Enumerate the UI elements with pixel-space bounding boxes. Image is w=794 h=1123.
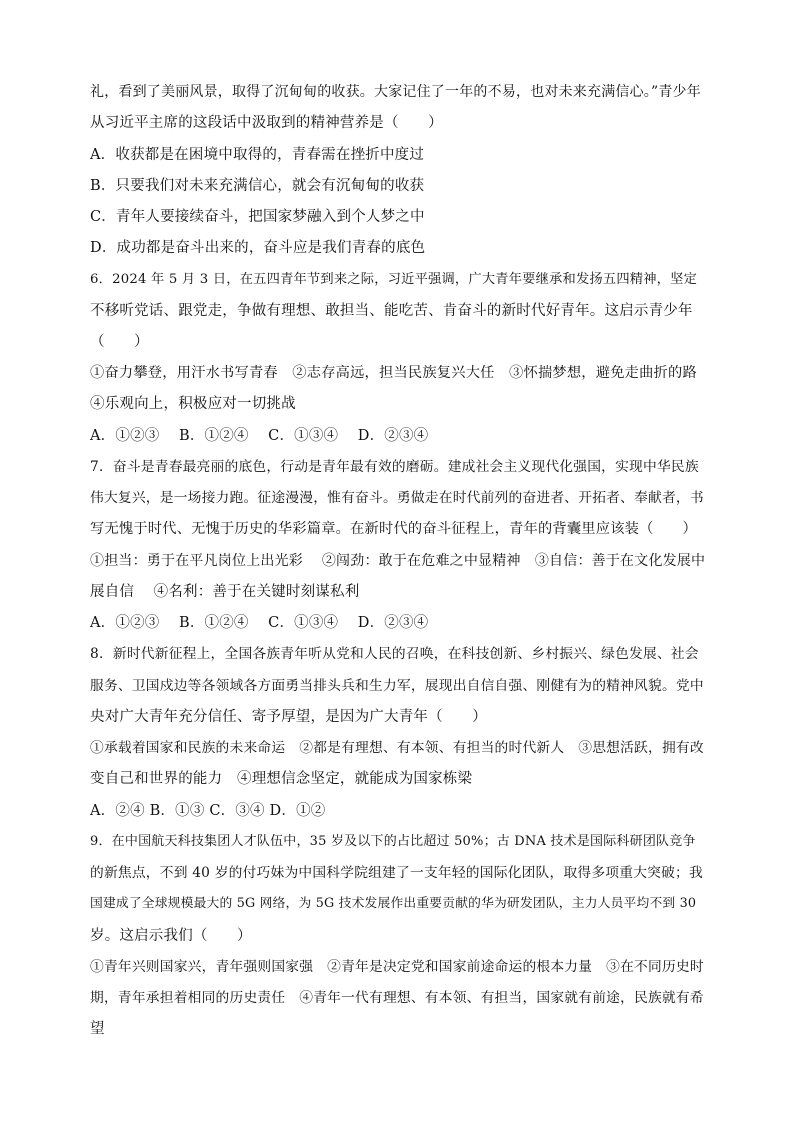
question-9-stem-line-3: 国建成了全球规模最大的 5G 网络，为 5G 技术发展作出重要贡献的华为研发团队，主力人员平均不到 30 (90, 896, 697, 911)
question-9-stem-line-4: 岁。这启示我们（ ） (90, 928, 252, 944)
question-8-statements-line-2: 变自己和世界的能力 ④理想信念坚定，就能成为国家栋梁 (90, 771, 473, 787)
question-6-statements-line-2: ④乐观向上，积极应对一切挑战 (90, 396, 296, 412)
question-8-stem-line-3: 央对广大青年充分信任、寄予厚望，是因为广大青年（ ） (90, 709, 487, 725)
question-9-stem-line-2: 的新焦点，不到 40 岁的付巧妹为中国科学院组建了一支年轻的国际化团队，取得多项重大突破；我 (90, 865, 703, 881)
question-5-stem-line-2: 从习近平主席的这段话中汲取到的精神营养是（ ） (90, 115, 443, 131)
question-9-statements-line-2: 期，青年承担着相同的历史责任 ④青年一代有理想、有本领、有担当，国家就有前途，民族就有希 (90, 990, 704, 1006)
question-7-statements-line-1: ①担当：勇于在平凡岗位上出光彩 ②闯劲：敢于在危难之中显精神 ③自信：善于在文化发展中 (90, 553, 706, 569)
question-7-statements-line-2: 展自信 ④名利：善于在关键时刻谋私利 (90, 584, 360, 600)
question-6-stem-line-2: 不移听党话、跟党走，争做有理想、敢担当、能吃苦、肯奋斗的新时代好青年。这启示青少年 (90, 303, 693, 319)
question-5-option-a: A．收获都是在困境中取得的，青春需在挫折中度过 (90, 147, 425, 163)
question-7-stem-line-1: 7．奋斗是青春最亮丽的底色，行动是青年最有效的磨砺。建成社会主义现代化强国，实现中华民族 (90, 459, 699, 475)
question-8-statements-line-1: ①承载着国家和民族的未来命运 ②都是有理想、有本领、有担当的时代新人 ③思想活跃，拥有改 (90, 740, 704, 756)
question-8-stem-line-1: 8．新时代新征程上，全国各族青年听从党和人民的召唤，在科技创新、乡村振兴、绿色发展、社会 (90, 646, 699, 662)
question-7-answer-options: A．①②③ B．①②④ C．①③④ D．②③④ (90, 615, 429, 631)
question-9-statements-line-3: 望 (90, 1021, 105, 1037)
question-6-stem-line-3: （ ） (90, 334, 149, 350)
question-7-stem-line-3: 写无愧于时代、无愧于历史的华彩篇章。在新时代的奋斗征程上，青年的背囊里应该装（ ） (90, 521, 697, 537)
question-6-statements-line-1: ①奋力攀登，用汗水书写青春 ②志存高远，担当民族复兴大任 ③怀揣梦想，避免走曲折的路 (90, 365, 697, 381)
question-5-stem-line-1: 礼，看到了美丽风景，取得了沉甸甸的收获。大家记住了一年的不易，也对未来充满信心。”青少年 (90, 84, 701, 100)
question-5-option-d: D．成功都是奋斗出来的，奋斗应是我们青春的底色 (90, 240, 426, 256)
question-8-stem-line-2: 服务、卫国戍边等各领域各方面勇当排头兵和生力军，展现出自信自强、刚健有为的精神风貌。党中 (90, 678, 704, 694)
question-7-stem-line-2: 伟大复兴，是一场接力跑。征途漫漫，惟有奋斗。勇做走在时代前列的奋进者、开拓者、奉献者，书 (90, 490, 704, 506)
question-5-option-b: B．只要我们对未来充满信心，就会有沉甸甸的收获 (90, 178, 425, 194)
question-8-answer-options: A．②④ B．①③ C．③④ D．①② (90, 803, 326, 819)
question-9-stem-line-1: 9．在中国航天科技集团人才队伍中，35 岁及以下的占比超过 50%；古 DNA 技术是国际科研团队竞争 (90, 834, 696, 849)
question-6-answer-options: A．①②③ B．①②④ C．①③④ D．②③④ (90, 428, 429, 444)
question-6-stem-line-1: 6．2024 年 5 月 3 日，在五四青年节到来之际，习近平强调，广大青年要继承和发扬五四精神，坚定 (90, 272, 698, 287)
question-9-statements-line-1: ①青年兴则国家兴，青年强则国家强 ②青年是决定党和国家前途命运的根本力量 ③在不同历史时 (90, 959, 704, 975)
question-5-option-c: C．青年人要接续奋斗，把国家梦融入到个人梦之中 (90, 209, 425, 225)
